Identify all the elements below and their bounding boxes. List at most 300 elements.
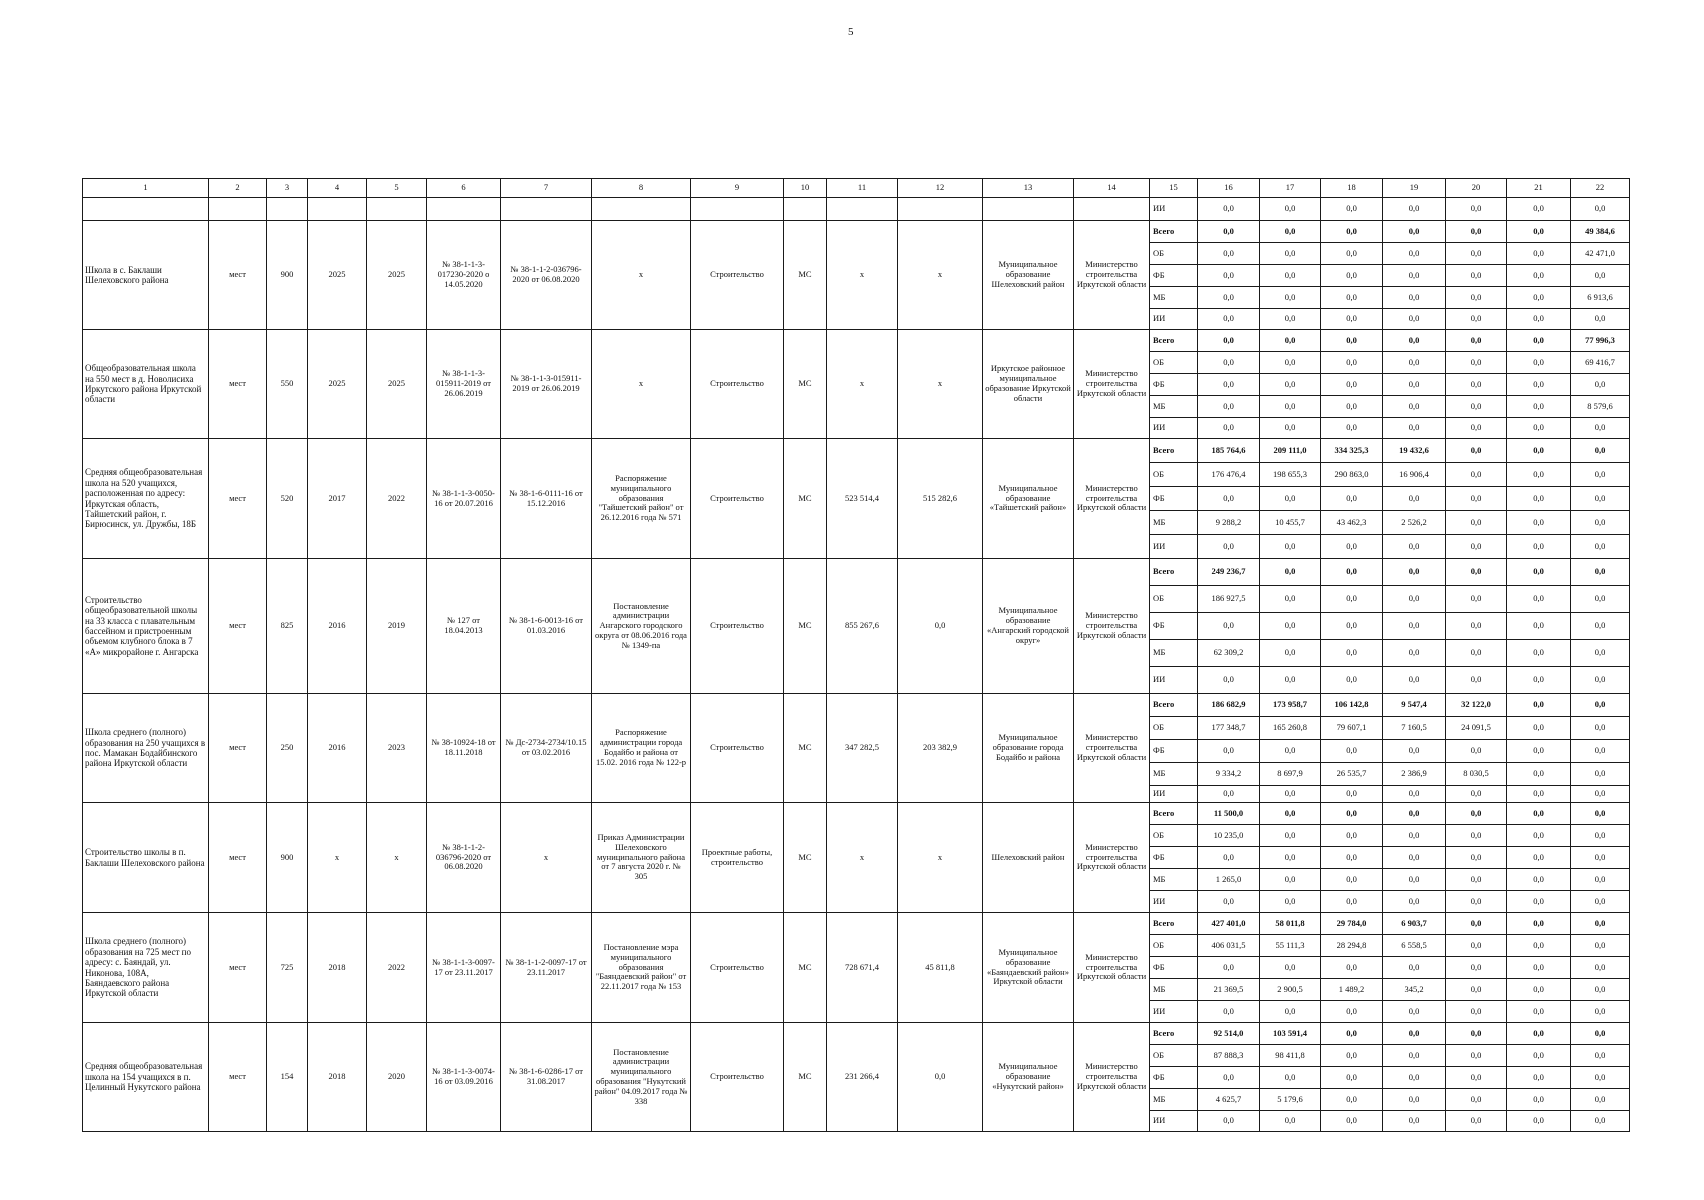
funding-value: 1 489,2 bbox=[1321, 979, 1383, 1001]
funding-source-label: МБ bbox=[1150, 640, 1198, 667]
funding-value: 0,0 bbox=[1507, 891, 1571, 913]
funding-value: 0,0 bbox=[1260, 891, 1321, 913]
funding-value: 103 591,4 bbox=[1260, 1023, 1321, 1045]
funding-value: 0,0 bbox=[1571, 913, 1630, 935]
funding-value: 0,0 bbox=[1260, 640, 1321, 667]
project-row bbox=[83, 694, 1630, 717]
remaining-cost: 0,0 bbox=[898, 1023, 983, 1132]
funding-source-label: Всего bbox=[1150, 559, 1198, 586]
funding-value: 0,0 bbox=[1571, 717, 1630, 740]
funding-value: 0,0 bbox=[1571, 640, 1630, 667]
work-type: Строительство bbox=[691, 694, 784, 803]
expertise-conclusion: № 38-10924-18 от 18.11.2018 bbox=[427, 694, 501, 803]
funding-value: 0,0 bbox=[1571, 891, 1630, 913]
project-name: Строительство общеобразовательной школы на 33 класса с плавательным бассейном и пристроенным объемом клубного блока в 7 «А» микрорайоне г. Ангарска bbox=[83, 559, 209, 694]
funding-value: 0,0 bbox=[1571, 511, 1630, 535]
funding-value: 0,0 bbox=[1507, 418, 1571, 439]
funding-value: 0,0 bbox=[1571, 535, 1630, 559]
estimated-cost: х bbox=[827, 221, 898, 330]
funding-value: 0,0 bbox=[1571, 439, 1630, 463]
work-type: Строительство bbox=[691, 913, 784, 1023]
funding-value: 0,0 bbox=[1260, 418, 1321, 439]
funding-value: 26 535,7 bbox=[1321, 763, 1383, 786]
funding-source-label: ОБ bbox=[1150, 352, 1198, 374]
funding-value: 0,0 bbox=[1260, 957, 1321, 979]
customer: Муниципальное образование «Нукутский район» bbox=[983, 1023, 1074, 1132]
funding-value: 0,0 bbox=[1383, 559, 1446, 586]
funding-value: 0,0 bbox=[1571, 559, 1630, 586]
funding-value: 0,0 bbox=[1198, 1111, 1260, 1132]
construction-permit: № 38-1-6-0013-16 от 01.03.2016 bbox=[501, 559, 592, 694]
funding-value: 0,0 bbox=[1260, 869, 1321, 891]
funding-value: 0,0 bbox=[1446, 418, 1507, 439]
funding-value: 0,0 bbox=[1571, 418, 1630, 439]
project-name: Строительство школы в п. Баклаши Шелеховского района bbox=[83, 803, 209, 913]
funding-value: 0,0 bbox=[1571, 763, 1630, 786]
property-type: МС bbox=[784, 330, 827, 439]
funding-value: 0,0 bbox=[1507, 243, 1571, 265]
funding-source-label: ФБ bbox=[1150, 740, 1198, 763]
responsible-ministry: Министерство строительства Иркутской области bbox=[1074, 439, 1150, 559]
funding-value: 9 334,2 bbox=[1198, 763, 1260, 786]
funding-value: 0,0 bbox=[1507, 979, 1571, 1001]
funding-source-label: МБ bbox=[1150, 869, 1198, 891]
capacity: 825 bbox=[267, 559, 308, 694]
funding-value: 0,0 bbox=[1321, 1045, 1383, 1067]
column-number-10: 10 bbox=[784, 179, 827, 198]
property-type: МС bbox=[784, 221, 827, 330]
funding-value: 0,0 bbox=[1260, 535, 1321, 559]
funding-value: 0,0 bbox=[1446, 265, 1507, 287]
column-number-2: 2 bbox=[209, 179, 267, 198]
construction-permit: № 38-1-1-2-036796-2020 от 06.08.2020 bbox=[501, 221, 592, 330]
funding-value: 2 900,5 bbox=[1260, 979, 1321, 1001]
funding-value: 0,0 bbox=[1446, 439, 1507, 463]
end-year: 2022 bbox=[367, 439, 427, 559]
project-name: Общеобразовательная школа на 550 мест в д. Новолисиха Иркутского района Иркутской области bbox=[83, 330, 209, 439]
funding-value: 0,0 bbox=[1198, 1001, 1260, 1023]
funding-source-label: МБ bbox=[1150, 396, 1198, 418]
funding-source-label: ИИ bbox=[1150, 786, 1198, 803]
funding-value: 0,0 bbox=[1383, 418, 1446, 439]
funding-value: 0,0 bbox=[1198, 396, 1260, 418]
funding-value: 0,0 bbox=[1383, 221, 1446, 243]
continuation-row bbox=[83, 198, 1630, 221]
funding-value: 0,0 bbox=[1507, 935, 1571, 957]
funding-source-label: Всего bbox=[1150, 330, 1198, 352]
funding-value: 0,0 bbox=[1383, 1001, 1446, 1023]
funding-value: 0,0 bbox=[1507, 374, 1571, 396]
funding-source-label: МБ bbox=[1150, 511, 1198, 535]
column-number-18: 18 bbox=[1321, 179, 1383, 198]
funding-value: 345,2 bbox=[1383, 979, 1446, 1001]
funding-value: 77 996,3 bbox=[1571, 330, 1630, 352]
funding-value: 4 625,7 bbox=[1198, 1089, 1260, 1111]
funding-source-label: ОБ bbox=[1150, 243, 1198, 265]
funding-value: 92 514,0 bbox=[1198, 1023, 1260, 1045]
funding-value: 0,0 bbox=[1507, 439, 1571, 463]
funding-value: 79 607,1 bbox=[1321, 717, 1383, 740]
funding-value: 0,0 bbox=[1446, 667, 1507, 694]
construction-permit: № 38-1-6-0111-16 от 15.12.2016 bbox=[501, 439, 592, 559]
funding-value: 2 386,9 bbox=[1383, 763, 1446, 786]
decision-document: Распоряжение администрации города Бодайбо и района от 15.02. 2016 года № 122-р bbox=[592, 694, 691, 803]
funding-value: 0,0 bbox=[1571, 586, 1630, 613]
work-type: Строительство bbox=[691, 221, 784, 330]
expertise-conclusion: № 38-1-1-3-0074-16 от 03.09.2016 bbox=[427, 1023, 501, 1132]
end-year: 2025 bbox=[367, 221, 427, 330]
funding-source-label: ФБ bbox=[1150, 265, 1198, 287]
funding-value: 0,0 bbox=[1571, 613, 1630, 640]
end-year: 2023 bbox=[367, 694, 427, 803]
customer: Иркутское районное муниципальное образование Иркутской области bbox=[983, 330, 1074, 439]
funding-value: 0,0 bbox=[1321, 265, 1383, 287]
funding-value: 0,0 bbox=[1446, 979, 1507, 1001]
funding-value: 0,0 bbox=[1383, 487, 1446, 511]
funding-value: 0,0 bbox=[1321, 374, 1383, 396]
funding-value: 0,0 bbox=[1321, 803, 1383, 825]
funding-value: 0,0 bbox=[1446, 1023, 1507, 1045]
funding-value: 0,0 bbox=[1507, 869, 1571, 891]
funding-value: 58 011,8 bbox=[1260, 913, 1321, 935]
funding-value: 0,0 bbox=[1571, 198, 1630, 221]
page-number: 5 bbox=[848, 26, 854, 38]
end-year: х bbox=[367, 803, 427, 913]
funding-value: 186 682,9 bbox=[1198, 694, 1260, 717]
funding-value: 0,0 bbox=[1446, 869, 1507, 891]
work-type: Строительство bbox=[691, 559, 784, 694]
remaining-cost: 515 282,6 bbox=[898, 439, 983, 559]
funding-value: 0,0 bbox=[1571, 1089, 1630, 1111]
funding-value: 177 348,7 bbox=[1198, 717, 1260, 740]
funding-value: 0,0 bbox=[1383, 1045, 1446, 1067]
column-number-21: 21 bbox=[1507, 179, 1571, 198]
funding-value: 0,0 bbox=[1446, 1067, 1507, 1089]
funding-value: 0,0 bbox=[1507, 763, 1571, 786]
unit-of-measure: мест bbox=[209, 913, 267, 1023]
column-number-6: 6 bbox=[427, 179, 501, 198]
funding-value: 0,0 bbox=[1571, 803, 1630, 825]
funding-value: 0,0 bbox=[1446, 586, 1507, 613]
funding-value: 55 111,3 bbox=[1260, 935, 1321, 957]
funding-value: 0,0 bbox=[1260, 198, 1321, 221]
funding-value: 0,0 bbox=[1507, 396, 1571, 418]
work-type: Строительство bbox=[691, 1023, 784, 1132]
funding-value: 0,0 bbox=[1507, 1067, 1571, 1089]
funding-value: 0,0 bbox=[1446, 825, 1507, 847]
funding-value: 0,0 bbox=[1260, 396, 1321, 418]
funding-value: 0,0 bbox=[1446, 463, 1507, 487]
column-number-16: 16 bbox=[1198, 179, 1260, 198]
funding-value: 21 369,5 bbox=[1198, 979, 1260, 1001]
funding-value: 0,0 bbox=[1446, 535, 1507, 559]
funding-source-label: ФБ bbox=[1150, 613, 1198, 640]
project-name: Средняя общеобразовательная школа на 154 учащихся в п. Целинный Нукутского района bbox=[83, 1023, 209, 1132]
estimated-cost: 347 282,5 bbox=[827, 694, 898, 803]
funding-value: 0,0 bbox=[1383, 309, 1446, 330]
funding-value: 0,0 bbox=[1507, 913, 1571, 935]
funding-value: 0,0 bbox=[1507, 221, 1571, 243]
funding-source-label: ФБ bbox=[1150, 374, 1198, 396]
construction-permit: № Дс-2734-2734/10.15 от 03.02.2016 bbox=[501, 694, 592, 803]
empty-cell bbox=[427, 198, 501, 221]
funding-value: 0,0 bbox=[1260, 352, 1321, 374]
funding-value: 0,0 bbox=[1446, 352, 1507, 374]
funding-value: 0,0 bbox=[1321, 613, 1383, 640]
funding-value: 0,0 bbox=[1507, 1023, 1571, 1045]
funding-value: 0,0 bbox=[1260, 667, 1321, 694]
capacity: 250 bbox=[267, 694, 308, 803]
unit-of-measure: мест bbox=[209, 330, 267, 439]
funding-value: 176 476,4 bbox=[1198, 463, 1260, 487]
funding-source-label: ИИ bbox=[1150, 535, 1198, 559]
funding-value: 0,0 bbox=[1321, 667, 1383, 694]
funding-value: 0,0 bbox=[1198, 243, 1260, 265]
responsible-ministry: Министерство строительства Иркутской области bbox=[1074, 694, 1150, 803]
funding-value: 0,0 bbox=[1383, 803, 1446, 825]
funding-value: 0,0 bbox=[1383, 847, 1446, 869]
funding-source-label: ИИ bbox=[1150, 891, 1198, 913]
funding-value: 0,0 bbox=[1383, 869, 1446, 891]
funding-value: 0,0 bbox=[1571, 487, 1630, 511]
funding-value: 0,0 bbox=[1321, 352, 1383, 374]
funding-value: 0,0 bbox=[1507, 265, 1571, 287]
funding-value: 11 500,0 bbox=[1198, 803, 1260, 825]
funding-source-label: ОБ bbox=[1150, 586, 1198, 613]
funding-value: 0,0 bbox=[1260, 847, 1321, 869]
funding-source-label: Всего bbox=[1150, 439, 1198, 463]
funding-source-label: ФБ bbox=[1150, 487, 1198, 511]
expertise-conclusion: № 127 от 18.04.2013 bbox=[427, 559, 501, 694]
funding-value: 0,0 bbox=[1321, 1023, 1383, 1045]
start-year: 2016 bbox=[308, 559, 367, 694]
funding-value: 0,0 bbox=[1198, 847, 1260, 869]
funding-value: 0,0 bbox=[1571, 957, 1630, 979]
property-type: МС bbox=[784, 559, 827, 694]
funding-value: 0,0 bbox=[1260, 374, 1321, 396]
funding-value: 0,0 bbox=[1507, 287, 1571, 309]
empty-cell bbox=[83, 198, 209, 221]
customer: Муниципальное образование «Ангарский городской округ» bbox=[983, 559, 1074, 694]
funding-value: 249 236,7 bbox=[1198, 559, 1260, 586]
estimated-cost: 728 671,4 bbox=[827, 913, 898, 1023]
funding-source-label: Всего bbox=[1150, 221, 1198, 243]
funding-value: 0,0 bbox=[1260, 559, 1321, 586]
funding-value: 0,0 bbox=[1321, 586, 1383, 613]
remaining-cost: х bbox=[898, 803, 983, 913]
funding-value: 0,0 bbox=[1507, 1001, 1571, 1023]
funding-value: 1 265,0 bbox=[1198, 869, 1260, 891]
remaining-cost: х bbox=[898, 221, 983, 330]
funding-value: 0,0 bbox=[1383, 613, 1446, 640]
capacity: 725 bbox=[267, 913, 308, 1023]
project-row bbox=[83, 559, 1630, 586]
funding-value: 0,0 bbox=[1260, 487, 1321, 511]
end-year: 2019 bbox=[367, 559, 427, 694]
end-year: 2022 bbox=[367, 913, 427, 1023]
responsible-ministry: Министерство строительства Иркутской области bbox=[1074, 913, 1150, 1023]
funding-value: 0,0 bbox=[1507, 740, 1571, 763]
funding-value: 0,0 bbox=[1198, 487, 1260, 511]
funding-value: 0,0 bbox=[1446, 198, 1507, 221]
funding-value: 0,0 bbox=[1571, 1067, 1630, 1089]
funding-value: 0,0 bbox=[1507, 487, 1571, 511]
funding-value: 0,0 bbox=[1507, 535, 1571, 559]
funding-source-label: ОБ bbox=[1150, 1045, 1198, 1067]
estimated-cost: х bbox=[827, 330, 898, 439]
funding-value: 0,0 bbox=[1507, 825, 1571, 847]
funding-value: 0,0 bbox=[1321, 221, 1383, 243]
empty-cell bbox=[267, 198, 308, 221]
start-year: 2025 bbox=[308, 330, 367, 439]
unit-of-measure: мест bbox=[209, 803, 267, 913]
property-type: МС bbox=[784, 694, 827, 803]
column-number-19: 19 bbox=[1383, 179, 1446, 198]
customer: Муниципальное образование «Тайшетский район» bbox=[983, 439, 1074, 559]
funding-value: 0,0 bbox=[1571, 825, 1630, 847]
funding-source-label: Всего bbox=[1150, 803, 1198, 825]
funding-value: 0,0 bbox=[1260, 287, 1321, 309]
project-name: Школа среднего (полного) образования на 725 мест по адресу: с. Баяндай, ул. Никонова, 108А, Баяндаевского района Иркутской области bbox=[83, 913, 209, 1023]
expertise-conclusion: № 38-1-1-2-036796-2020 от 06.08.2020 bbox=[427, 803, 501, 913]
column-number-8: 8 bbox=[592, 179, 691, 198]
funding-value: 0,0 bbox=[1507, 511, 1571, 535]
funding-value: 0,0 bbox=[1446, 847, 1507, 869]
funding-value: 0,0 bbox=[1507, 1089, 1571, 1111]
funding-value: 0,0 bbox=[1260, 265, 1321, 287]
funding-value: 0,0 bbox=[1260, 1001, 1321, 1023]
funding-value: 5 179,6 bbox=[1260, 1089, 1321, 1111]
funding-value: 0,0 bbox=[1383, 198, 1446, 221]
empty-cell bbox=[983, 198, 1074, 221]
funding-source-label: МБ bbox=[1150, 763, 1198, 786]
funding-value: 0,0 bbox=[1321, 243, 1383, 265]
funding-value: 0,0 bbox=[1446, 374, 1507, 396]
funding-value: 0,0 bbox=[1383, 1067, 1446, 1089]
funding-value: 0,0 bbox=[1507, 198, 1571, 221]
funding-value: 10 235,0 bbox=[1198, 825, 1260, 847]
decision-document: Распоряжение муниципального образования "Тайшетский район" от 26.12.2016 года № 571 bbox=[592, 439, 691, 559]
funding-value: 0,0 bbox=[1507, 847, 1571, 869]
capacity: 154 bbox=[267, 1023, 308, 1132]
funding-value: 0,0 bbox=[1383, 1111, 1446, 1132]
funding-value: 8 030,5 bbox=[1446, 763, 1507, 786]
funding-value: 334 325,3 bbox=[1321, 439, 1383, 463]
funding-value: 0,0 bbox=[1321, 786, 1383, 803]
empty-cell bbox=[784, 198, 827, 221]
column-number-5: 5 bbox=[367, 179, 427, 198]
funding-value: 0,0 bbox=[1571, 694, 1630, 717]
funding-value: 0,0 bbox=[1198, 309, 1260, 330]
expertise-conclusion: № 38-1-1-3-015911-2019 от 26.06.2019 bbox=[427, 330, 501, 439]
column-number-9: 9 bbox=[691, 179, 784, 198]
funding-source-label: МБ bbox=[1150, 1089, 1198, 1111]
funding-value: 0,0 bbox=[1383, 265, 1446, 287]
funding-value: 0,0 bbox=[1321, 891, 1383, 913]
unit-of-measure: мест bbox=[209, 1023, 267, 1132]
funding-value: 0,0 bbox=[1383, 535, 1446, 559]
funding-value: 0,0 bbox=[1507, 463, 1571, 487]
funding-source-label: ОБ bbox=[1150, 935, 1198, 957]
funding-value: 427 401,0 bbox=[1198, 913, 1260, 935]
funding-value: 0,0 bbox=[1321, 640, 1383, 667]
funding-value: 0,0 bbox=[1446, 1045, 1507, 1067]
funding-value: 7 160,5 bbox=[1383, 717, 1446, 740]
construction-permit: х bbox=[501, 803, 592, 913]
expertise-conclusion: № 38-1-1-3-0097-17 от 23.11.2017 bbox=[427, 913, 501, 1023]
funding-value: 16 906,4 bbox=[1383, 463, 1446, 487]
funding-value: 49 384,6 bbox=[1571, 221, 1630, 243]
property-type: МС bbox=[784, 439, 827, 559]
funding-value: 0,0 bbox=[1383, 957, 1446, 979]
funding-value: 0,0 bbox=[1321, 309, 1383, 330]
funding-value: 0,0 bbox=[1321, 487, 1383, 511]
funding-value: 0,0 bbox=[1507, 640, 1571, 667]
customer: Шелеховский район bbox=[983, 803, 1074, 913]
funding-source-label: Всего bbox=[1150, 694, 1198, 717]
column-number-4: 4 bbox=[308, 179, 367, 198]
funding-value: 198 655,3 bbox=[1260, 463, 1321, 487]
funding-value: 0,0 bbox=[1321, 1067, 1383, 1089]
funding-value: 0,0 bbox=[1446, 1111, 1507, 1132]
funding-value: 0,0 bbox=[1446, 957, 1507, 979]
funding-value: 0,0 bbox=[1321, 287, 1383, 309]
funding-value: 0,0 bbox=[1507, 330, 1571, 352]
funding-value: 0,0 bbox=[1260, 1111, 1321, 1132]
funding-value: 0,0 bbox=[1446, 891, 1507, 913]
work-type: Проектные работы, строительство bbox=[691, 803, 784, 913]
decision-document: Приказ Администрации Шелеховского муниципального района от 7 августа 2020 г. № 305 bbox=[592, 803, 691, 913]
decision-document: Постановление администрации Ангарского городского округа от 08.06.2016 года № 1349-па bbox=[592, 559, 691, 694]
property-type: МС bbox=[784, 913, 827, 1023]
funding-value: 6 558,5 bbox=[1383, 935, 1446, 957]
funding-value: 0,0 bbox=[1383, 1089, 1446, 1111]
end-year: 2020 bbox=[367, 1023, 427, 1132]
capacity: 900 bbox=[267, 221, 308, 330]
funding-value: 0,0 bbox=[1446, 559, 1507, 586]
funding-value: 0,0 bbox=[1321, 535, 1383, 559]
funding-value: 87 888,3 bbox=[1198, 1045, 1260, 1067]
funding-source-label: ОБ bbox=[1150, 463, 1198, 487]
unit-of-measure: мест bbox=[209, 439, 267, 559]
funding-value: 0,0 bbox=[1571, 847, 1630, 869]
funding-value: 0,0 bbox=[1571, 1045, 1630, 1067]
funding-source-label: ФБ bbox=[1150, 957, 1198, 979]
funding-source-label: Всего bbox=[1150, 913, 1198, 935]
column-number-22: 22 bbox=[1571, 179, 1630, 198]
funding-value: 0,0 bbox=[1198, 330, 1260, 352]
funding-value: 0,0 bbox=[1321, 1111, 1383, 1132]
decision-document: Постановление администрации муниципального образования "Нукутский район" 04.09.2017 года № 338 bbox=[592, 1023, 691, 1132]
funding-value: 0,0 bbox=[1383, 374, 1446, 396]
funding-value: 0,0 bbox=[1571, 309, 1630, 330]
funding-source-label: Всего bbox=[1150, 1023, 1198, 1045]
funding-value: 0,0 bbox=[1198, 287, 1260, 309]
estimated-cost: х bbox=[827, 803, 898, 913]
investment-program-table bbox=[82, 178, 1630, 1132]
funding-value: 0,0 bbox=[1260, 586, 1321, 613]
funding-value: 0,0 bbox=[1446, 287, 1507, 309]
funding-value: 0,0 bbox=[1198, 613, 1260, 640]
funding-value: 0,0 bbox=[1507, 957, 1571, 979]
funding-value: 0,0 bbox=[1571, 869, 1630, 891]
project-row bbox=[83, 439, 1630, 463]
funding-value: 0,0 bbox=[1571, 786, 1630, 803]
column-number-15: 15 bbox=[1150, 179, 1198, 198]
funding-value: 0,0 bbox=[1321, 418, 1383, 439]
funding-value: 32 122,0 bbox=[1446, 694, 1507, 717]
funding-value: 0,0 bbox=[1260, 803, 1321, 825]
